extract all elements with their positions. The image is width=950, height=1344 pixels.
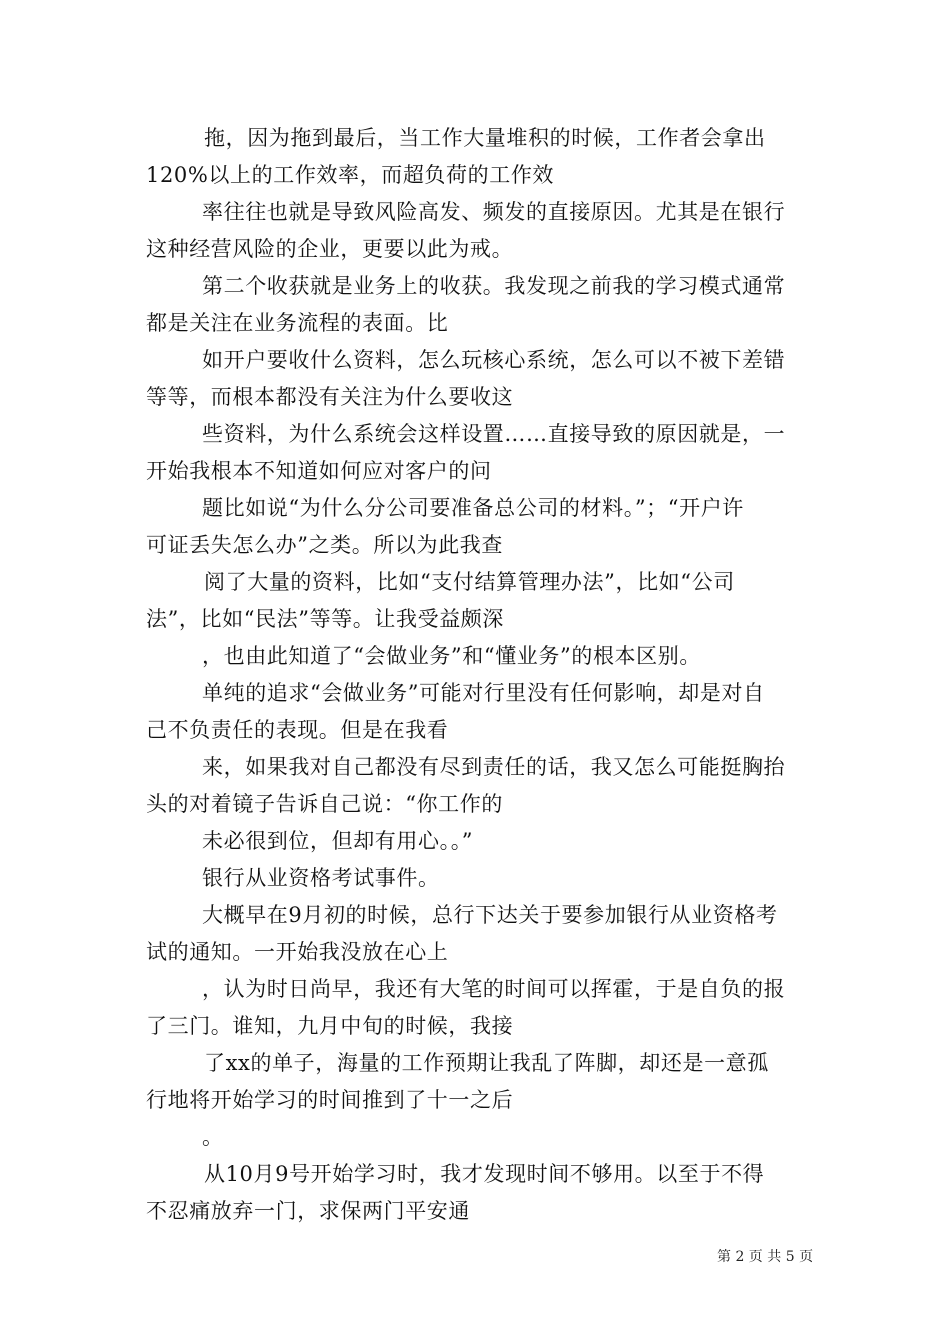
paragraph: [146, 120, 806, 194]
text-line: 从10月9号开始学习时，我才发现时间不够用。以至于不得: [204, 1162, 765, 1186]
paragraph: [146, 416, 806, 490]
text-line: 第二个收获就是业务上的收获。我发现之前我的学习模式通常: [202, 274, 786, 298]
paragraph: [146, 490, 806, 564]
paragraph: [146, 1045, 806, 1119]
text-line: 银行从业资格考试事件。: [202, 866, 440, 890]
text-line: 如开户要收什么资料，怎么玩核心系统，怎么可以不被下差错: [202, 348, 786, 372]
text-line: 法”，比如“民法”等等。让我受益颇深: [146, 607, 505, 631]
text-line: 不忍痛放弃一门，求保两门平安通: [146, 1199, 470, 1223]
paragraph: [146, 268, 806, 342]
body-text: [146, 120, 806, 1230]
paragraph: [146, 1156, 806, 1230]
text-line: ，也由此知道了“会做业务”和“懂业务”的根本区别。: [202, 644, 701, 668]
text-line: 头的对着镜子告诉自己说：“你工作的: [146, 792, 503, 816]
text-line: 些资料，为什么系统会这样设置……直接导致的原因就是，一: [202, 422, 786, 446]
page-number: 第 2 页 共 5 页: [717, 1249, 814, 1265]
text-line: 阅了大量的资料，比如“支付结算管理办法”，比如“公司: [204, 570, 735, 594]
paragraph: [146, 675, 806, 749]
text-line: 拖，因为拖到最后，当工作大量堆积的时候，工作者会拿出: [204, 126, 766, 150]
text-line: 等等，而根本都没有关注为什么要收这: [146, 385, 514, 409]
text-line: 来，如果我对自己都没有尽到责任的话，我又怎么可能挺胸抬: [202, 755, 786, 779]
text-line: ，认为时日尚早，我还有大笔的时间可以挥霍，于是自负的报: [202, 977, 786, 1001]
text-line: 120%以上的工作效率，而超负荷的工作效: [146, 163, 555, 187]
paragraph: [146, 194, 806, 268]
text-line: 了xx的单子，海量的工作预期让我乱了阵脚，却还是一意孤: [204, 1051, 769, 1075]
text-line: 这种经营风险的企业，更要以此为戒。: [146, 237, 514, 261]
text-line: 己不负责任的表现。但是在我看: [146, 718, 449, 742]
text-line: 大概早在9月初的时候，总行下达关于要参加银行从业资格考: [202, 903, 778, 927]
paragraph: [146, 897, 806, 971]
paragraph: [146, 823, 806, 860]
text-line: 率往往也就是导致风险高发、频发的直接原因。尤其是在银行: [202, 200, 786, 224]
text-line: 行地将开始学习的时间推到了十一之后: [146, 1088, 514, 1112]
text-line: 开始我根本不知道如何应对客户的问: [146, 459, 492, 483]
paragraph: [146, 342, 806, 416]
text-line: 可证丢失怎么办”之类。所以为此我查: [146, 533, 503, 557]
paragraph: [146, 1119, 806, 1156]
text-line: 试的通知。一开始我没放在心上: [146, 940, 449, 964]
paragraph: [146, 860, 806, 897]
paragraph: [146, 749, 806, 823]
text-line: 未必很到位，但却有用心。。”: [202, 829, 474, 853]
paragraph: [146, 971, 806, 1045]
paragraph: [146, 638, 806, 675]
paragraph: [146, 564, 806, 638]
text-line: 单纯的追求“会做业务”可能对行里没有任何影响，却是对自: [202, 681, 765, 705]
text-line: 。: [202, 1125, 224, 1149]
text-line: 都是关注在业务流程的表面。比: [146, 311, 449, 335]
text-line: 了三门。谁知，九月中旬的时候，我接: [146, 1014, 514, 1038]
text-line: 题比如说“为什么分公司要准备总公司的材料。”；“开户许: [202, 496, 744, 520]
